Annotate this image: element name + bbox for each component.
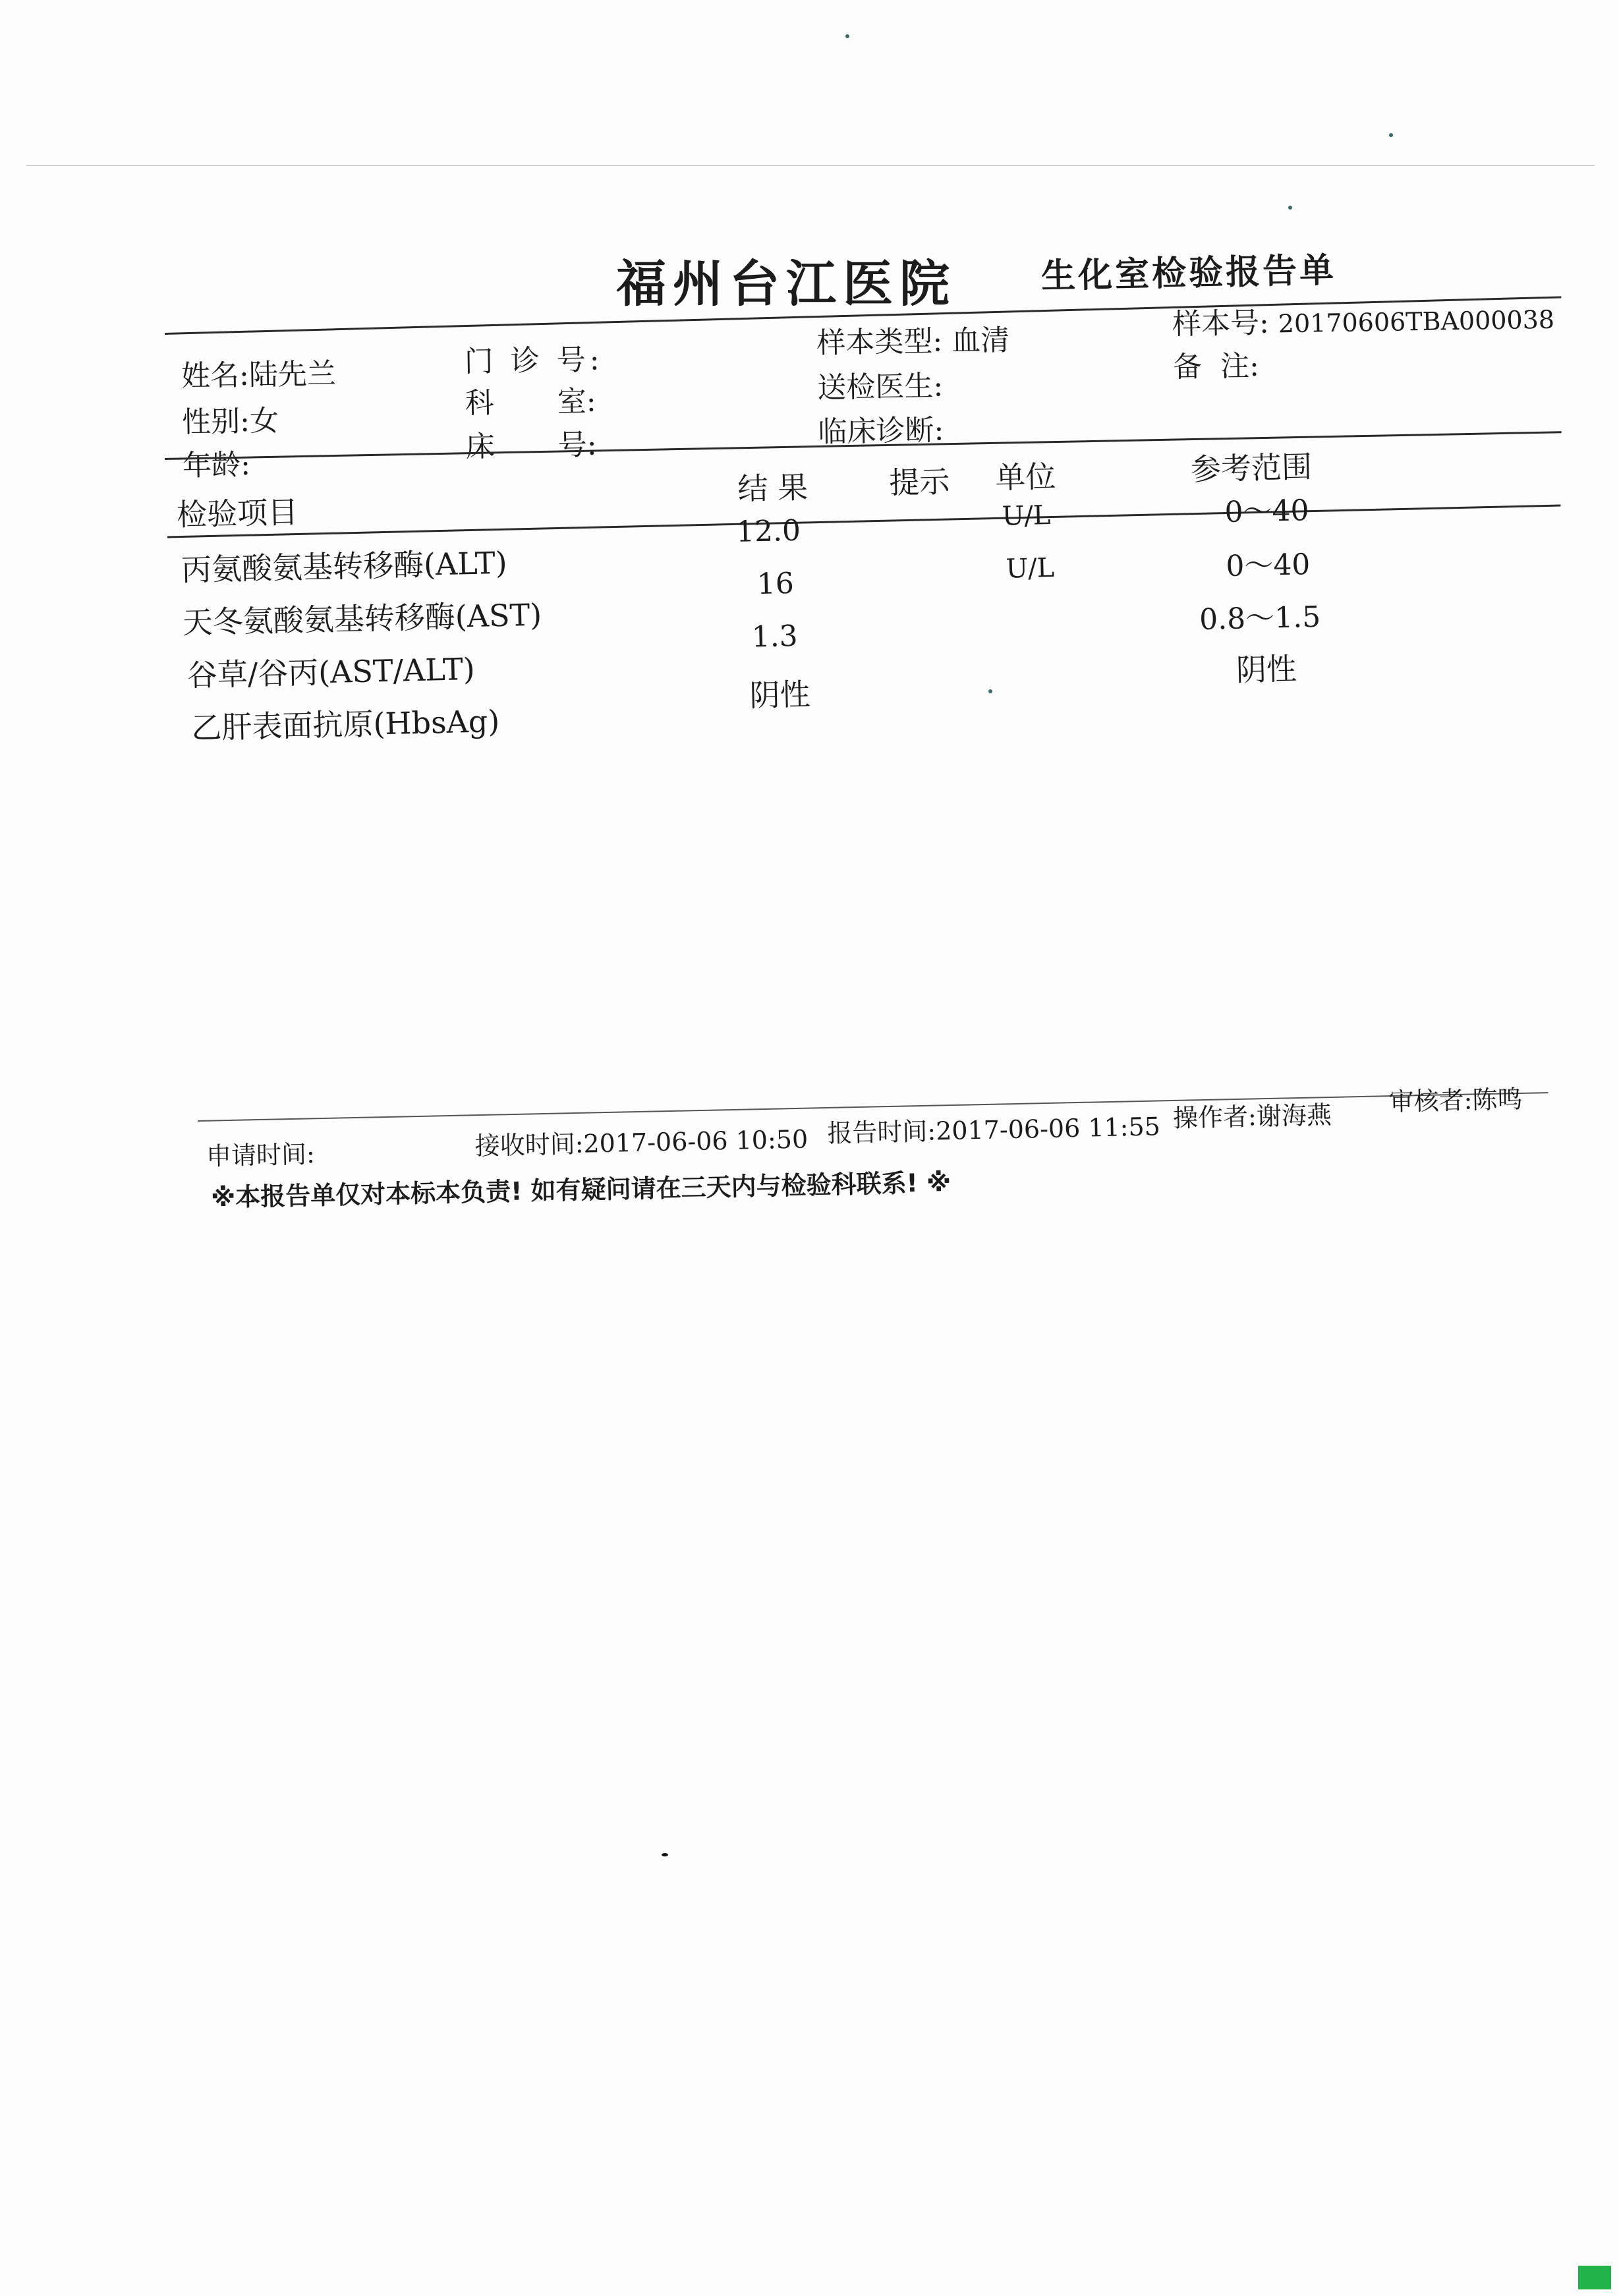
referring-doctor-label: 送检医生: [817,369,944,405]
table-row-result: 12.0 [735,513,801,549]
bed-label-2: 号: [557,428,598,463]
diagnosis-label: 临床诊断: [818,413,944,449]
table-row-item: 天冬氨酸氨基转移酶(AST) [182,596,542,641]
sample-number-label: 样本号: [1172,306,1270,341]
col-header-result: 结 果 [737,469,809,507]
remark-label: 备 注: [1172,349,1260,384]
table-row-item: 谷草/谷丙(AST/ALT) [186,650,476,693]
name-label: 姓名: [181,358,250,393]
receive-time: 接收时间:2017-06-06 10:50 [474,1124,809,1161]
gender-value: 女 [249,404,279,438]
table-row-result: 16 [756,566,795,602]
col-header-item: 检验项目 [176,494,298,533]
report-title: 生化室检验报告单 [1040,250,1337,297]
col-header-hint: 提示 [888,463,950,501]
patient-age: 年龄: [182,447,251,483]
table-row-reference: 0～40 [1224,494,1310,530]
name-value: 陆先兰 [248,357,337,392]
table-row-unit: U/L [1005,552,1055,585]
table-row-item: 乙肝表面抗原(HbsAg) [190,703,500,746]
section-label-2: 室: [557,384,596,419]
report-time: 报告时间:2017-06-06 11:55 [826,1112,1161,1148]
sample-type-label: 样本类型: [816,324,943,360]
table-row-reference: 0～40 [1225,548,1311,584]
table-row-result: 阴性 [749,676,811,714]
apply-time-label: 申请时间: [206,1139,316,1171]
operator: 操作者:谢海燕 [1172,1100,1332,1133]
table-row-result: 1.3 [751,619,799,654]
table-row-reference: 0.8～1.5 [1199,600,1321,637]
col-header-unit: 单位 [994,458,1056,496]
col-header-reference: 参考范围 [1190,449,1313,488]
table-row-item: 丙氨酸氨基转移酶(ALT) [181,544,508,588]
table-row-unit: U/L [1002,500,1051,532]
hospital-name: 福州台江医院 [616,254,956,313]
table-row-reference: 阴性 [1236,650,1297,688]
clinic-number-label: 门 诊 号: [464,343,604,379]
corner-badge [1578,2266,1611,2289]
bed-label-1: 床 [465,430,496,464]
disclaimer-note: ※本报告单仅对本标本负责! 如有疑问请在三天内与检验科联系! ※ [210,1167,952,1213]
sample-type-value: 血清 [951,323,1010,359]
section-label-1: 科 [465,386,495,420]
scan-speck [662,1853,668,1856]
reviewer: 审核者:陈鸣 [1388,1084,1523,1116]
gender-label: 性别: [181,404,250,440]
sample-number-value: 20170606TBA000038 [1278,304,1555,339]
